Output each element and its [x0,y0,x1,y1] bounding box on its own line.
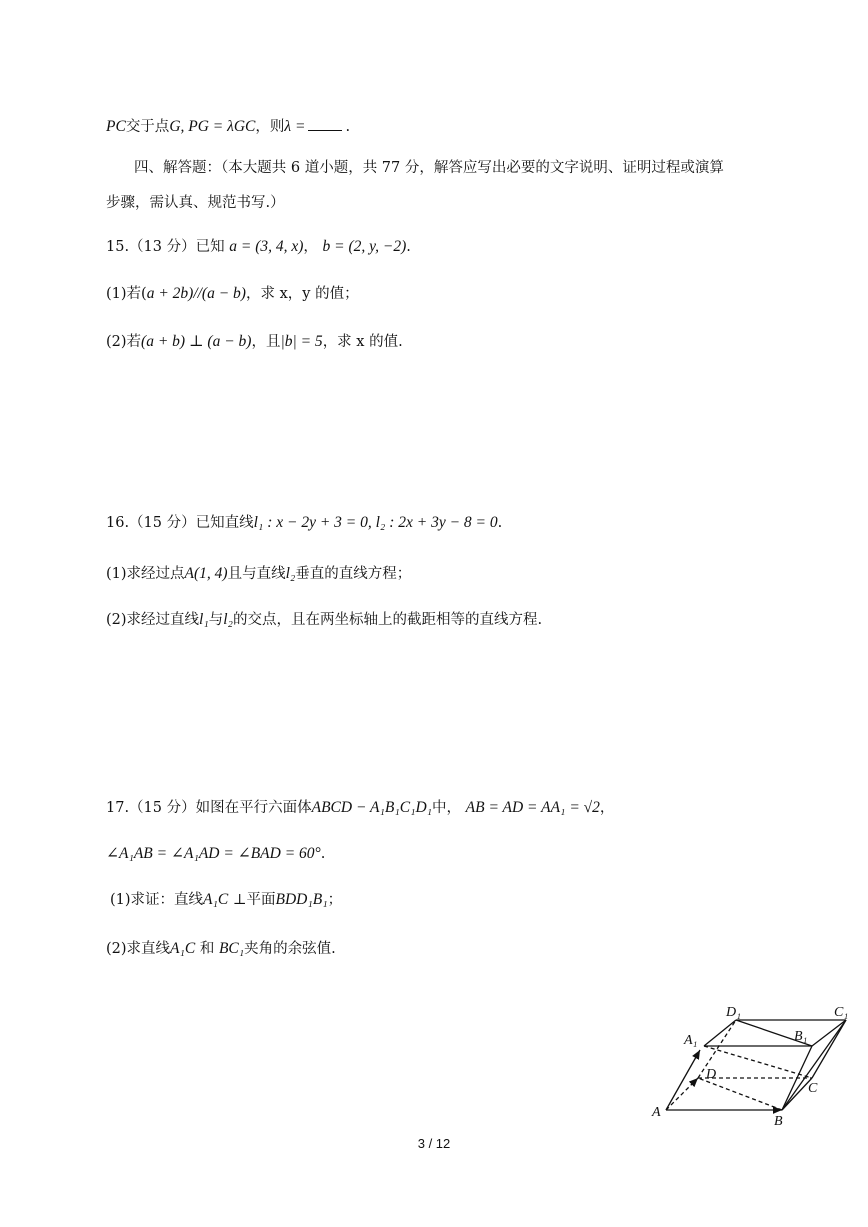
q17-p2-prefix: (2)求直线 [106,941,171,957]
q17-p1-prefix: (1)求证：直线 [110,892,204,908]
q16-p1-point: A(1, 4) [184,565,228,582]
q17-solid: ABCD − A₁B₁C₁D₁ [311,799,433,816]
q17-eq1: AB = AD = AA₁ = √2 [465,799,600,816]
q17-end: . [320,846,326,862]
q17-p2-suffix: 夹角的余弦值. [244,941,336,957]
q17-p2-l1: A₁C [170,940,196,957]
page-number: 3 / 12 [417,1136,451,1151]
q14-mid: ，则 [255,119,285,135]
diag-BC1 [782,1020,846,1110]
q14-lambda: λ = [284,118,306,135]
q17-head [106,797,614,819]
q16-part1 [106,563,411,585]
q16-p2-l2: l₂ [223,611,233,628]
q15-b-vector: b = (2, y, −2) [322,238,407,255]
q16-head [106,512,502,534]
q16-p2-prefix: (2)求经过直线 [106,612,200,628]
edge-A1D1 [704,1020,736,1046]
section4-line2: 步骤，需认真、规范书写.） [106,195,285,211]
q17-eq2: ∠A₁AB = ∠A₁AD = ∠BAD = 60° [106,845,321,862]
answer-blank [308,116,342,131]
q17-p1-plane: BDD₁B₁ [275,891,328,908]
q17-part1 [110,889,342,911]
q16-p1-prefix: (1)求经过点 [106,566,185,582]
label-A: A [652,1105,661,1120]
edge-B1C1 [812,1020,846,1046]
q16-p2-suffix: 的交点，且在两坐标轴上的截距相等的直线方程. [232,612,543,628]
label-C: C [808,1081,818,1096]
q17-p1-line: A₁C [203,891,229,908]
q15-sep: ， [303,239,318,255]
section4-line1: 四、解答题：（本大题共 6 道小题，共 77 分，解答应写出必要的文字说明、证明过程或演算 [134,160,724,176]
q15-p1-math: a + 2b)//(a − b) [146,285,246,302]
q15-p1-prefix: (1)若( [106,286,147,302]
q15-p1-suffix: ，求 x，y 的值； [245,286,359,302]
q16-p1-mid: 且与直线 [227,566,286,582]
q16-p2-l1: l₁ [199,611,209,628]
label-D: D [706,1067,717,1082]
q15-p2-suffix: ，求 x 的值. [322,334,403,350]
q14-end: . [345,119,351,135]
label-B: B [774,1114,783,1129]
q17-p1-suffix: ； [327,892,343,908]
q15-end: . [406,239,411,255]
q15-p2-mid: ，且 [251,334,281,350]
parallelepiped-figure [648,998,854,1130]
label-B1: B₁ [794,1029,808,1044]
q14-math: G, PG = λGC [169,118,256,135]
edge-CC1 [812,1020,846,1078]
q17-part2 [106,938,336,960]
q16-end: . [497,515,503,531]
q17-p1-perp: ⊥ [232,892,247,908]
q15-p2-math2: |b| = 5 [280,333,323,350]
edge-AA1 [666,1050,700,1110]
q16-p1-suffix: 垂直的直线方程； [295,566,412,582]
edge-BB1 [782,1046,812,1110]
q17-mid: 中， [432,800,462,816]
q17-angles [106,843,325,865]
edge-DD1-hidden [698,1020,736,1078]
q17-comma: ， [599,800,615,816]
q14-prefix: PC [106,118,126,135]
q17-p1-mid: 平面 [246,892,276,908]
q15-head [106,236,411,258]
label-A1: A₁ [684,1033,698,1048]
q15-p2-prefix: (2)若 [106,334,142,350]
q14-text: 交于点 [125,119,170,135]
q16-p1-l2: l₂ [285,565,296,582]
diag-A1C-hidden [704,1046,812,1078]
q15-part2 [106,331,403,353]
q14-tail [106,116,350,138]
q17-p2-l2: BC₁ [218,940,245,957]
q17-p2-and: 和 [199,941,215,957]
q15-label: 15.（13 分）已知 [106,239,225,255]
q15-a-vector: a = (3, 4, x) [229,238,304,255]
q16-lines: l₁ : x − 2y + 3 = 0, l₂ : 2x + 3y − 8 = 0 [253,514,498,531]
q16-part2 [106,609,542,631]
q15-p2-math: (a + b) ⊥ (a − b) [141,333,252,350]
q17-label: 17.（15 分）如图在平行六面体 [106,800,312,816]
label-C1: C₁ [834,1005,849,1020]
label-D1: D₁ [726,1005,741,1020]
diag-BD-hidden [698,1078,782,1110]
q16-p2-and: 与 [208,612,224,628]
q16-label: 16.（15 分）已知直线 [106,515,254,531]
q15-part1 [106,283,359,305]
